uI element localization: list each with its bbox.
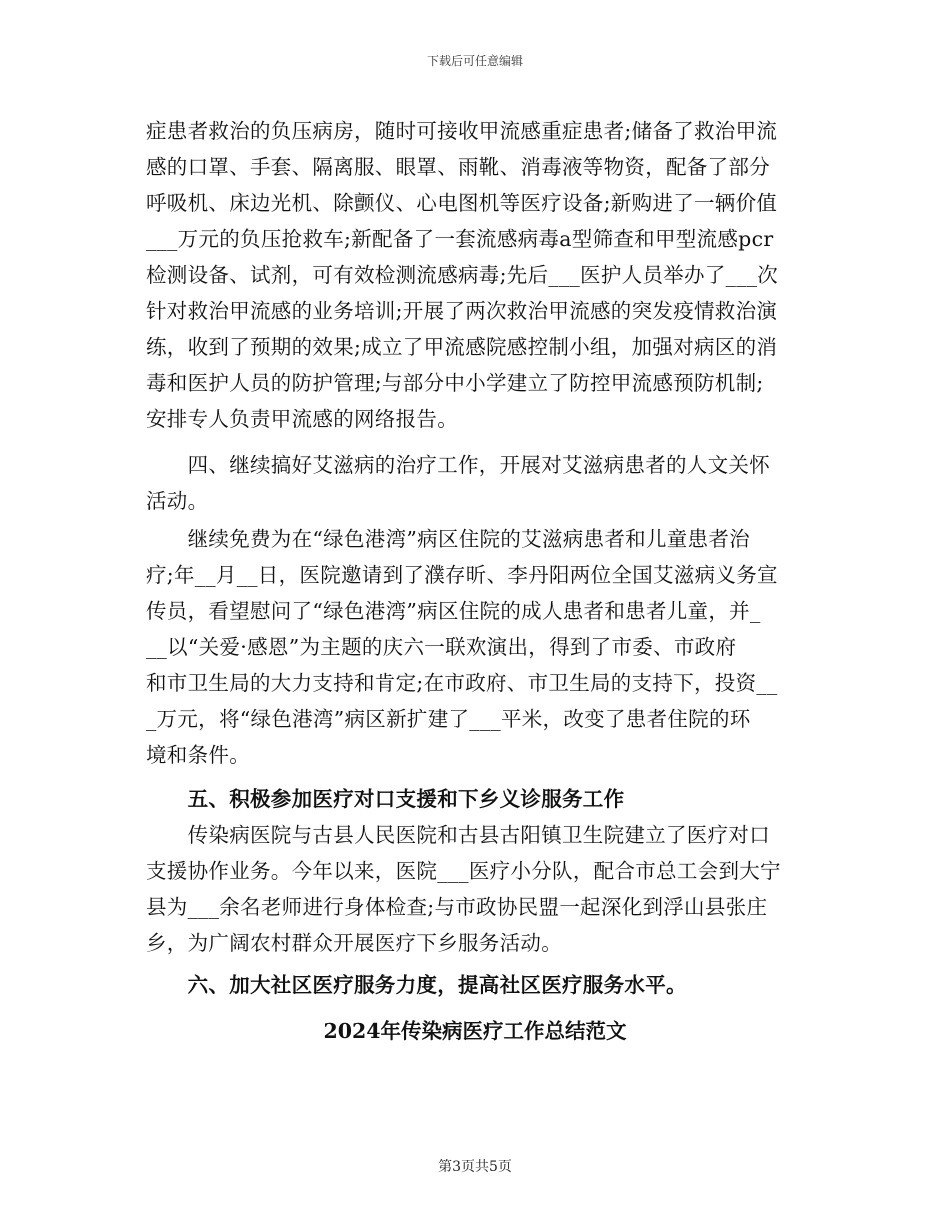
body-line: 症患者救治的负压病房，随时可接收甲流感重症患者;储备了救治甲流 xyxy=(146,119,778,143)
body-line: __以“关爱·感恩”为主题的庆六一联欢演出，得到了市委、市政府 xyxy=(146,635,737,659)
body-line: 支援协作业务。今年以来，医院___医疗小分队，配合市总工会到大宁 xyxy=(146,859,781,883)
body-line: 针对救治甲流感的业务培训;开展了两次救治甲流感的突发疫情救治演 xyxy=(146,299,778,323)
page-number: 第3页共5页 xyxy=(438,1159,512,1175)
section-heading-5: 五、积极参加医疗对口支援和下乡义诊服务工作 xyxy=(146,787,625,811)
document-title: 2024年传染病医疗工作总结范文 xyxy=(323,1019,627,1043)
section-heading-4: 四、继续搞好艾滋病的治疗工作，开展对艾滋病患者的人文关怀 xyxy=(146,453,770,477)
body-line: 呼吸机、床边光机、除颤仪、心电图机等医疗设备;新购进了一辆价值 xyxy=(146,191,778,215)
body-line: 乡，为广阔农村群众开展医疗下乡服务活动。 xyxy=(146,931,562,955)
body-line: 和市卫生局的大力支持和肯定;在市政府、市卫生局的支持下，投资__ xyxy=(146,671,778,695)
body-line: 活动。 xyxy=(146,489,209,513)
body-line: 县为___余名老师进行身体检查;与市政协民盟一起深化到浮山县张庄 xyxy=(146,895,768,919)
body-line: 传染病医院与古县人民医院和古县古阳镇卫生院建立了医疗对口 xyxy=(146,823,770,847)
body-line: ___万元的负压抢救车;新配备了一套流感病毒a型筛查和甲型流感pcr xyxy=(146,227,774,251)
body-line: 练，收到了预期的效果;成立了甲流感院感控制小组，加强对病区的消 xyxy=(146,335,778,359)
body-line: 检测设备、试剂，可有效检测流感病毒;先后___医护人员举办了___次 xyxy=(146,263,779,287)
body-line: 毒和医护人员的防护管理;与部分中小学建立了防控甲流感预防机制; xyxy=(146,371,764,395)
page-header-note: 下载后可任意编辑 xyxy=(426,54,523,68)
body-line: 境和条件。 xyxy=(146,743,250,767)
body-line: 感的口罩、手套、隔离服、眼罩、雨靴、消毒液等物资，配备了部分 xyxy=(146,155,770,179)
body-line: 继续免费为在“绿色港湾”病区住院的艾滋病患者和儿童患者治 xyxy=(146,527,750,551)
body-line: 安排专人负责甲流感的网络报告。 xyxy=(146,407,458,431)
section-heading-6: 六、加大社区医疗服务力度，提高社区医疗服务水平。 xyxy=(146,973,687,997)
body-line: 传员，看望慰问了“绿色港湾”病区住院的成人患者和患者儿童，并_ xyxy=(146,599,761,623)
body-line: 疗;年__月__日，医院邀请到了濮存昕、李丹阳两位全国艾滋病义务宣 xyxy=(146,563,778,587)
body-line: _万元，将“绿色港湾”病区新扩建了___平米，改变了患者住院的环 xyxy=(146,707,751,731)
